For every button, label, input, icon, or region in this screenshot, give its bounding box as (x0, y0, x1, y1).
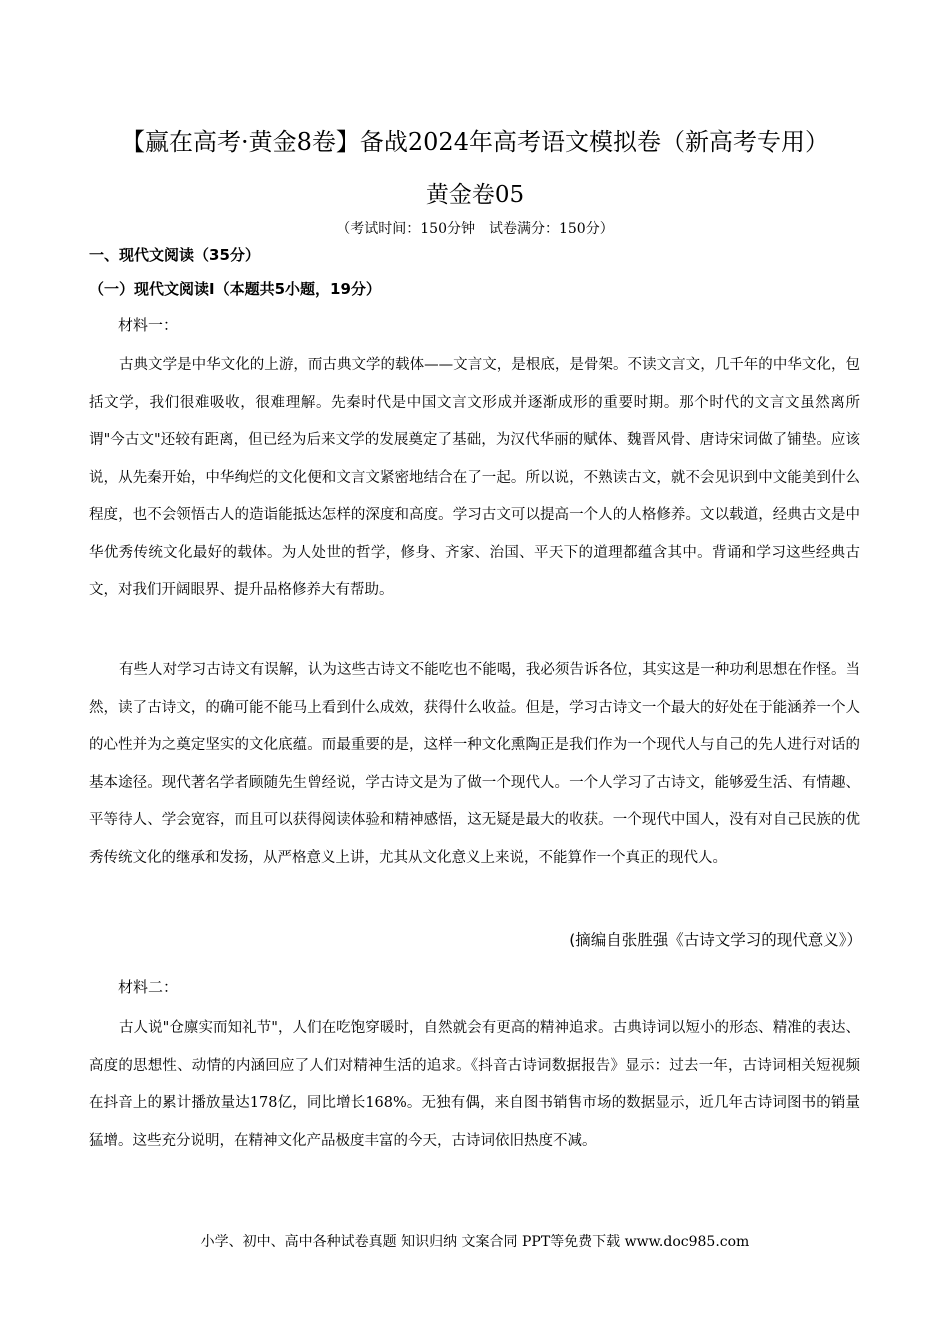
material-one-source: (摘编自张胜强《古诗文学习的现代意义》） (569, 931, 862, 949)
sub-section-heading: （一）现代文阅读Ⅰ（本题共5小题，19分） (89, 280, 381, 298)
material-two-paragraph-1: 古人说"仓廪实而知礼节"，人们在吃饱穿暖时，自然就会有更高的精神追求。古典诗词以短小的形态、精准的表达、高度的思想性、动情的内涵回应了人们对精神生活的追求。《抖音古诗词数据报告》显示：过去一年，古诗词相关短视频在抖音上的累计播放量达178亿，同比增长168%。无独有偶，来自图书销售市场的数据显示，近几年古诗词图书的销量猛增。这些充分说明，在精神文化产品极度丰富的今天，古诗词依旧热度不减。 (89, 1020, 860, 1149)
material-two-label: 材料二： (118, 978, 179, 996)
footer-ad: 小学、初中、高中各种试卷真题 知识归纳 文案合同 PPT等免费下载 www.doc985.com (200, 1234, 750, 1250)
material-one-paragraph-1: 古典文学是中华文化的上游，而古典文学的载体——文言文，是根底，是骨架。不读文言文，几千年的中华文化，包括文学，我们很难吸收，很难理解。先秦时代是中国文言文形成并逐渐成形的重要时期。那个时代的文言文虽然离所谓"今古文"还较有距离，但已经为后来文学的发展奠定了基础，为汉代华丽的赋体、魏晋风骨、唐诗宋词做了铺垫。应该说，从先秦开始，中华绚烂的文化便和文言文紧密地结合在了一起。所以说，不熟读古文，就不会见识到中文能美到什么程度，也不会领悟古人的造诣能抵达怎样的深度和高度。学习古文可以提高一个人的人格修养。文以载道，经典古文是中华优秀传统文化最好的载体。为人处世的哲学，修身、齐家、治国、平天下的道理都蕴含其中。背诵和学习这些经典古文，对我们开阔眼界、提升品格修养大有帮助。 (89, 357, 860, 598)
document-title: 【赢在高考·黄金8卷】备战2024年高考语文模拟卷（新高考专用） (121, 128, 829, 156)
section-heading: 一、现代文阅读（35分） (89, 246, 260, 264)
paper-subtitle: 黄金卷05 (425, 182, 525, 208)
material-one-paragraph-2: 有些人对学习古诗文有误解，认为这些古诗文不能吃也不能喝，我必须告诉各位，其实这是一种功利思想在作怪。当然，读了古诗文，的确可能不能马上看到什么成效，获得什么收益。但是，学习古诗文一个最大的好处在于能涵养一个人的心性并为之奠定坚实的文化底蕴。而最重要的是，这样一种文化熏陶正是我们作为一个现代人与自己的先人进行对话的基本途径。现代著名学者顾随先生曾经说，学古诗文是为了做一个现代人。一个人学习了古诗文，能够爱生活、有情趣、平等待人、学会宽容，而且可以获得阅读体验和精神感悟，这无疑是最大的收获。一个现代中国人，没有对自己民族的优秀传统文化的继承和发扬，从严格意义上讲，尤其从文化意义上来说，不能算作一个真正的现代人。 (89, 662, 860, 866)
material-one-label: 材料一： (118, 316, 179, 334)
exam-info: （考试时间：150分钟 试卷满分：150分） (336, 221, 614, 237)
